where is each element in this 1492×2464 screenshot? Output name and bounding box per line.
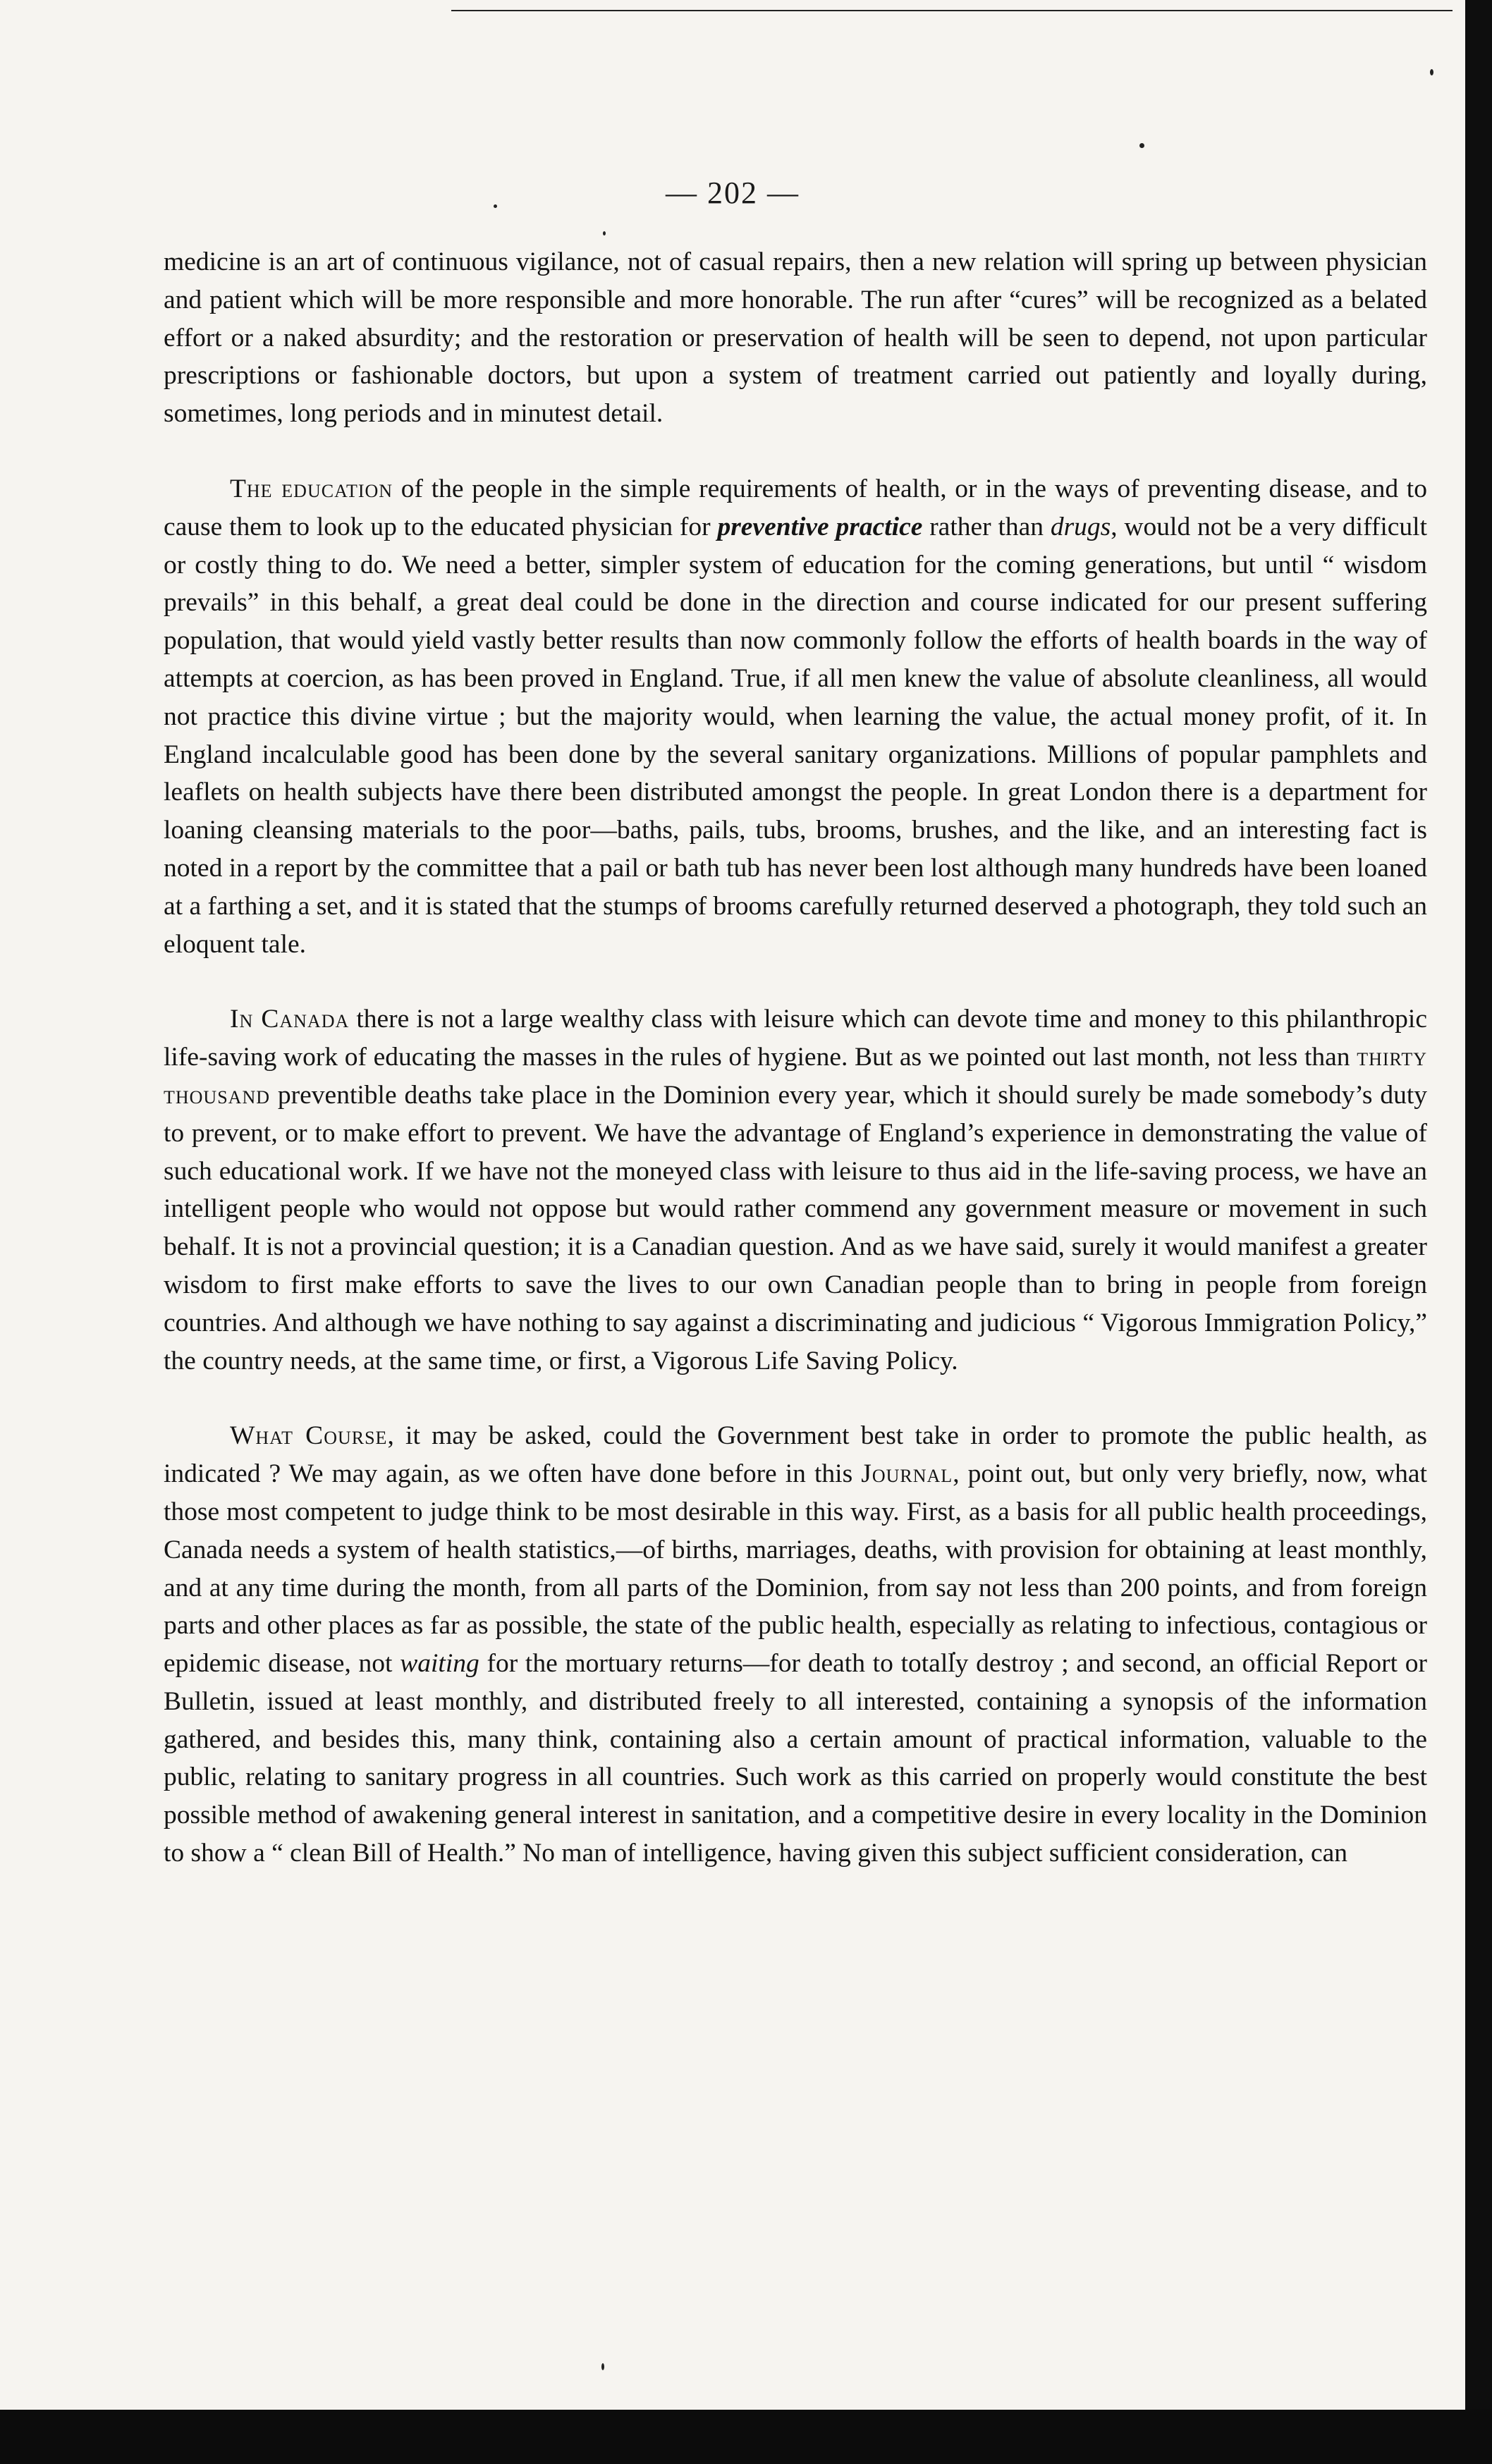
paragraph-lead: The education — [230, 474, 393, 503]
paragraph-lead: What Course — [230, 1421, 388, 1451]
paragraph-education — [164, 470, 1427, 963]
page-number: — 202 — — [666, 176, 800, 210]
text-run: preventible deaths take place in the Dominion every year, which it should surely be made somebody’s duty to prevent, or to make effort to prevent. We have the advantage of England’s experience in demonstrating the value of such educational work. If we have not the moneyed class with leisure to thus aid in the life-saving process, we have an intelligent people who would not oppose but would rather commend any government measure or movement in such behalf. It is not a provincial question; it is a Canadian question. And as we have said, surely it would manifest a greater wisdom to first make efforts to save the lives to our own Canadian people than to bring in people from foreign countries. And although we have nothing to say against a discriminating and judicious “ Vigorous Immigration Policy,” the country needs, at the same time, or first, a Vigorous Life Saving Policy. — [164, 1080, 1427, 1375]
emphasis-run: thirty thousand — [164, 1043, 1427, 1110]
text-run: medicine is an art of continuous vigilance, not of casual repairs, then a new relation will spring up between physician and patient which will be more responsible and more honorable. The run after “cures” will be recognized as a belated effort or a naked absurdity; and the restoration or preservation of health will be seen to depend, not upon particular prescriptions or fashionable doctors, but upon a system of treatment carried out patiently and loyally during, sometimes, long periods and in minutest detail. — [164, 247, 1427, 429]
emphasis-run: drugs — [1050, 512, 1111, 541]
text-run: , it may be asked, could the Government best take in order to promote the public health, as indicated ? We may again, as we often have done before in this — [164, 1421, 1427, 1489]
text-run: , point out, but only very briefly, now, what those most competent to judge think to be most desirable in this way. First, as a basis for all public health proceedings, Canada needs a system of health statistics,—of births, marriages, deaths, with provision for obtaining at least monthly, and at any time during the month, from all parts of the Dominion, from say not less than 200 points, and from foreign parts and other places as far as possible, the state of the public health, especially as relating to infectious, contagious or epidemic disease, not — [164, 1459, 1427, 1679]
body-text — [164, 243, 1427, 1910]
paragraph-what-course — [164, 1417, 1427, 1872]
text-run: there is not a large wealthy class with leisure which can devote time and money to this philanthropic life-saving work of educating the masses in the rules of hygiene. But as we pointed out last month, not less than — [164, 1005, 1427, 1072]
scan-speck — [1430, 69, 1433, 75]
paragraph-continuation — [164, 243, 1427, 433]
emphasis-run: Journal — [861, 1459, 953, 1489]
scan-edge-bottom — [0, 2410, 1492, 2464]
text-run: for the mortuary returns—for death to totally destroy ; and second, an official Report or Bulletin, issued at least monthly, and distributed freely to all interested, containing a synopsis of the information gathered, and besides this, many think, containing also a certain amount of practical information, valuable to the public, relating to sanitary progress in all countries. Such work as this carried on properly would constitute the best possible method of awakening general interest in sanitation, and a competitive desire in every locality in the Dominion to show a “ clean Bill of Health.” No man of intelligence, having given this subject sufficient consideration, can — [164, 1649, 1427, 1868]
paragraph-in-canada — [164, 1000, 1427, 1380]
scan-speck — [1139, 143, 1144, 148]
scan-edge-right — [1465, 0, 1492, 2464]
emphasis-run: waiting — [400, 1649, 479, 1679]
text-run: , would not be a very difficult or costly thing to do. We need a better, simpler system of education for the coming generations, but until “ wisdom prevails” in this behalf, a great deal could be done in the direction and course indicated for our present suffering population, that would yield vastly better results than now commonly follow the efforts of health boards in the way of attempts at coercion, as has been proved in England. True, if all men knew the value of absolute cleanliness, all would not practice this divine virtue ; but the majority would, when learning the value, the actual money profit, of it. In England incalculable good has been done by the several sanitary organizations. Millions of popular pamphlets and leaflets on health subjects have there been distributed amongst the people. In great London there is a department for loaning cleansing materials to the poor—baths, pails, tubs, brooms, brushes, and the like, and an interesting fact is noted in a report by the committee that a pail or bath tub has never been lost although many hundreds have been loaned at a farthing a set, and it is stated that the stumps of brooms carefully returned deserved a photograph, they told such an eloquent tale. — [164, 512, 1427, 959]
paragraph-lead: In Canada — [230, 1005, 350, 1034]
emphasis-run: preventive practice — [717, 512, 923, 541]
text-run: rather than — [922, 512, 1051, 541]
text-run: of the people in the simple requirements of health, or in the ways of preventing disease, and to cause them to look up to the educated physician for — [164, 474, 1427, 541]
scan-speck — [603, 231, 606, 235]
scan-speck — [601, 2363, 604, 2370]
top-rule — [451, 10, 1453, 11]
